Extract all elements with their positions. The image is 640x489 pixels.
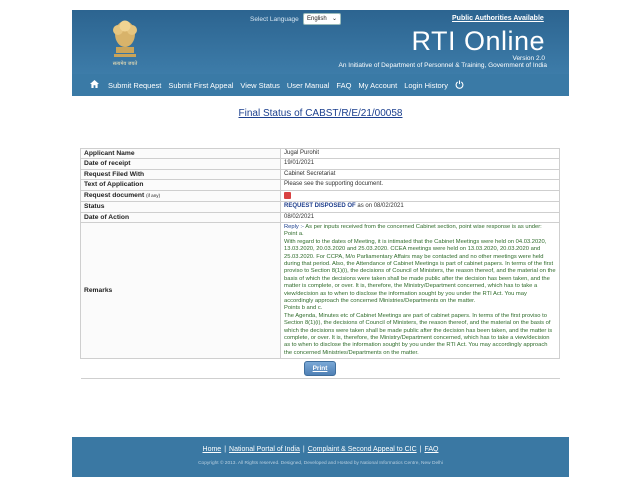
remarks-points-b-c: Points b and c. — [284, 305, 323, 312]
remarks-value — [281, 222, 560, 358]
nav-user-manual[interactable]: User Manual — [286, 80, 330, 90]
initiative-text: An Initiative of Department of Personnel & Training, Government of India — [338, 62, 547, 69]
language-select-value: English — [307, 16, 327, 22]
status-badge: REQUEST DISPOSED OF — [284, 203, 356, 210]
table-row — [81, 212, 560, 222]
application-text-label: Text of Application — [81, 180, 281, 190]
table-row — [81, 149, 560, 159]
filed-with-label: Request Filed With — [81, 169, 281, 179]
receipt-label: Date of receipt — [81, 159, 281, 169]
status-date: as on 08/02/2021 — [355, 203, 404, 210]
home-icon[interactable] — [90, 80, 99, 90]
footer-link-complaint-appeal[interactable]: Complaint & Second Appeal to CIC — [307, 446, 417, 453]
national-emblem-logo — [102, 14, 148, 68]
copyright-text: Copyright © 2013. All Rights reserved. Designed, Developed and Hosted by National Informatics Centre, New Delhi — [198, 461, 443, 466]
footer-link-national-portal[interactable]: National Portal of India — [229, 446, 300, 453]
nav-view-status[interactable]: View Status — [240, 80, 280, 90]
filed-with-value: Cabinet Secretariat — [281, 169, 560, 179]
print-button[interactable]: Print — [304, 361, 337, 376]
table-row — [81, 180, 560, 190]
receipt-value: 19/01/2021 — [281, 159, 560, 169]
site-header — [72, 10, 569, 74]
remarks-intro-text: As per inputs received from the concerned Cabinet section, point wise response is as under: — [303, 223, 542, 230]
pdf-document-icon[interactable] — [284, 192, 291, 199]
remarks-intro — [284, 224, 556, 231]
remarks-paragraph-2: The Agenda, Minutes etc of Cabinet Meetings are part of cabinet papers. In terms of the first proviso to Section 8(1)(i), the decisions of Council of Ministers, the reason thereof, and the material on the basis of which the decisions were taken shall be made public after the decision has been taken, and the matter is complete, or over. It is, therefore, the Ministry/Department concerned, which has to take a view/decision as to when to disclose the information sought by you under the RTI Act. You may accordingly approach the concerned Ministries/Departments on the matter. — [284, 312, 553, 356]
remarks-reply-label: Reply :- — [284, 223, 304, 230]
remarks-label: Remarks — [81, 222, 281, 358]
nav-submit-request[interactable]: Submit Request — [108, 80, 162, 90]
footer-separator: | — [302, 446, 305, 453]
version-text: Version 2.0 — [512, 55, 545, 62]
footer-separator: | — [224, 446, 227, 453]
remarks-paragraph-1: With regard to the dates of Meeting, it is intimated that the Cabinet Meetings were held on 04.03.2020, 13.03.2020, 20.03.2020 and 25.03.2020. CCEA meetings were held on 13.03.2020, 20.03.2020 and 25.03.2020. For CCPA, M/o Parliamentary Affairs may be contacted and no other meetings were held during that period. Also, the Attendance of Cabinet Meetings is part of cabinet papers. In terms of the first proviso to Section 8(1)(i), the decisions of Council of Ministers, the reason thereof, and the material on the basis of which the decisions were taken shall be made public after the decision has been taken, and the matter is complete, or over. It is, therefore, the Ministry/Department concerned, which has to take a view/decision as to when to disclose the information sought by you under the RTI Act. You may accordingly approach the concerned Ministries/Departments on the matter. — [284, 238, 556, 304]
table-row — [81, 202, 560, 212]
footer-separator: | — [419, 446, 422, 453]
page-frame — [72, 10, 569, 476]
applicant-value: Jugal Purohit — [281, 149, 560, 159]
footer-link-faq[interactable]: FAQ — [424, 446, 439, 453]
table-row — [81, 222, 560, 358]
action-date-label: Date of Action — [81, 212, 281, 222]
footer-links — [72, 446, 569, 453]
table-row — [81, 169, 560, 179]
request-document-label — [81, 190, 281, 201]
nav-my-account[interactable]: My Account — [358, 80, 398, 90]
public-authorities-link[interactable]: Public Authorities Available — [452, 15, 544, 22]
nav-faq[interactable]: FAQ — [336, 80, 352, 90]
application-text-value: Please see the supporting document. — [281, 180, 560, 190]
chevron-down-icon: ⌄ — [331, 16, 337, 22]
request-document-label-text: Request document — [84, 192, 145, 200]
applicant-label: Applicant Name — [81, 149, 281, 159]
status-label: Status — [81, 202, 281, 212]
request-document-value — [281, 190, 560, 201]
page-title: Final Status of CABST/R/E/21/00058 — [238, 108, 403, 119]
remarks-point-a: Point a. — [284, 231, 304, 238]
action-date-value: 08/02/2021 — [281, 212, 560, 222]
language-label: Select Language — [250, 16, 299, 23]
table-row — [81, 190, 560, 201]
logout-power-icon[interactable] — [455, 80, 464, 91]
request-document-note: (if any) — [146, 193, 161, 199]
footer-link-home[interactable]: Home — [202, 446, 222, 453]
site-title: RTI Online — [411, 26, 545, 56]
status-value — [281, 202, 560, 212]
status-table — [80, 148, 560, 379]
print-row — [81, 359, 560, 379]
print-cell — [81, 359, 560, 379]
language-select[interactable] — [303, 13, 341, 25]
svg-text:सत्यमेव जयते: सत्यमेव जयते — [112, 61, 138, 67]
nav-login-history[interactable]: Login History — [404, 80, 448, 90]
table-row — [81, 159, 560, 169]
site-footer — [72, 437, 569, 477]
main-nav — [72, 74, 569, 96]
nav-submit-first-appeal[interactable]: Submit First Appeal — [168, 80, 234, 90]
